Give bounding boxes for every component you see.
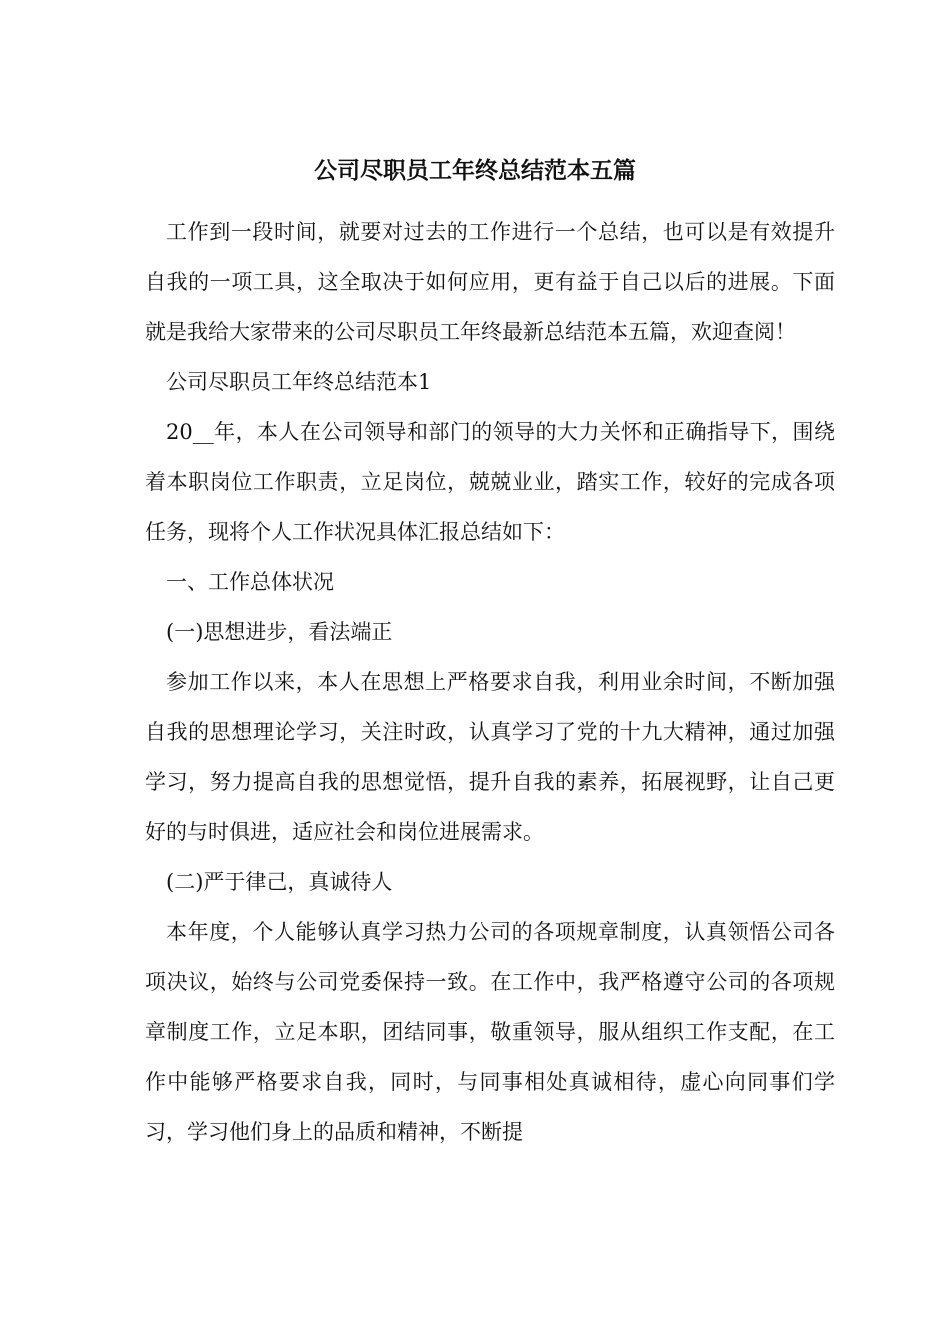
- subheading-thought: (一)思想进步，看法端正: [166, 620, 393, 644]
- sample-1-opening-paragraph: 20__年，本人在公司领导和部门的领导的大力关怀和正确指导下，围绕着本职岗位工作职责，立足岗位，兢兢业业，踏实工作，较好的完成各项任务，现将个人工作状况具体汇报总结如下：: [145, 420, 835, 544]
- document-title: 公司尽职员工年终总结范本五篇: [314, 157, 636, 184]
- document-body: [145, 207, 835, 1157]
- intro-paragraph: 工作到一段时间，就要对过去的工作进行一个总结，也可以是有效提升自我的一项工具，这全取决于如何应用，更有益于自己以后的进展。下面就是我给大家带来的公司尽职员工年终最新总结范本五篇，欢迎查阅！: [145, 220, 835, 344]
- thought-paragraph: 参加工作以来，本人在思想上严格要求自我，利用业余时间，不断加强自我的思想理论学习，关注时政，认真学习了党的十九大精神，通过加强学习，努力提高自我的思想觉悟，提升自我的素养，拓展视野，让自己更好的与时俱进，适应社会和岗位进展需求。: [145, 670, 835, 844]
- discipline-paragraph: 本年度，个人能够认真学习热力公司的各项规章制度，认真领悟公司各项决议，始终与公司党委保持一致。在工作中，我严格遵守公司的各项规章制度工作，立足本职，团结同事，敬重领导，服从组织工作支配，在工作中能够严格要求自我，同时，与同事相处真诚相待，虚心向同事们学习，学习他们身上的品质和精神，不断提: [145, 920, 835, 1144]
- section-heading-overall: 一、工作总体状况: [166, 570, 334, 594]
- section-heading-sample-1: 公司尽职员工年终总结范本1: [166, 370, 432, 394]
- subheading-discipline: (二)严于律己，真诚待人: [166, 870, 393, 894]
